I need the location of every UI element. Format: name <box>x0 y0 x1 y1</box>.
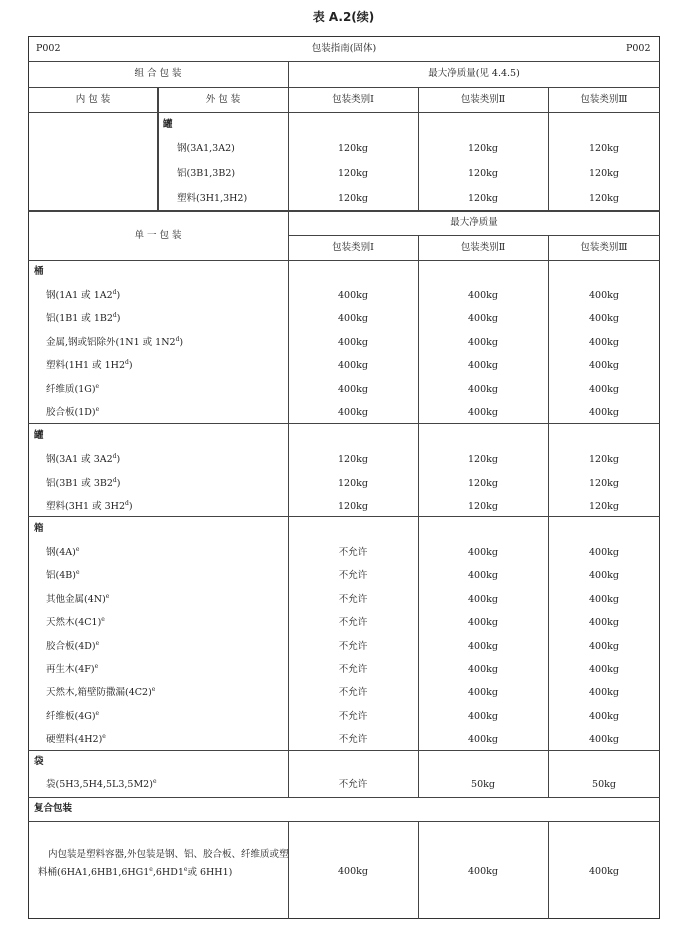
rule <box>28 516 660 517</box>
boxes-cell: 400kg <box>468 734 498 745</box>
drums-row-label <box>46 313 120 325</box>
boxes-cell: 400kg <box>468 687 498 698</box>
combo-cell: 120kg <box>338 168 368 179</box>
row-label-tail: ) <box>179 337 184 348</box>
composite-desc-text: 或 6HH1) <box>187 867 233 878</box>
row-label-text: 铝(1B1 或 1B2 <box>46 313 113 324</box>
jerricans-cell: 120kg <box>589 501 619 512</box>
jerricans-cell: 120kg <box>589 454 619 465</box>
boxes-row-label <box>46 687 155 699</box>
drums-cell: 400kg <box>589 290 619 301</box>
rule <box>288 235 660 236</box>
combo-row-label: 塑料(3H1,3H2) <box>177 193 248 204</box>
jerricans-cell: 120kg <box>338 454 368 465</box>
combo-row-label: 钢(3A1,3A2) <box>177 143 235 154</box>
footnote-mark: d <box>112 452 117 460</box>
row-label-text: 金属,钢或铝除外(1N1 或 1N2 <box>46 337 176 348</box>
pg2-header: 包装类别Ⅱ <box>460 94 506 105</box>
boxes-cell: 400kg <box>468 664 498 675</box>
row-label-text: 硬塑料(4H2) <box>46 734 103 745</box>
footnote-mark: d <box>175 335 180 343</box>
boxes-row-label <box>46 617 105 629</box>
row-label-text: 天然木(4C1) <box>46 617 102 628</box>
code-right: P002 <box>626 43 651 54</box>
jerricans-row-label <box>46 454 120 466</box>
footnote-mark: e <box>75 545 80 553</box>
rule <box>28 87 660 88</box>
footnote-mark: e <box>75 568 80 576</box>
drums-cell: 400kg <box>589 360 619 371</box>
footnote-mark: d <box>112 311 117 319</box>
outer-header: 外 包 装 <box>205 94 241 105</box>
rule <box>28 210 660 212</box>
composite-description <box>38 846 290 882</box>
drums-cell: 400kg <box>468 290 498 301</box>
boxes-cell: 400kg <box>468 594 498 605</box>
footnote-mark: e <box>102 732 106 740</box>
footnote-mark: d <box>112 288 117 296</box>
boxes-cell: 400kg <box>589 687 619 698</box>
rule <box>28 61 660 62</box>
rule <box>28 750 660 751</box>
boxes-row-label <box>46 664 98 676</box>
row-label-tail: ) <box>128 360 133 371</box>
drums-cell: 400kg <box>338 337 368 348</box>
drums-row-label <box>46 360 133 372</box>
composite-cell: 400kg <box>338 866 368 877</box>
boxes-cell: 不允许 <box>338 594 368 605</box>
max-net-header: 最大净质量(见 4.4.5) <box>428 68 520 79</box>
combo-cell: 120kg <box>338 193 368 204</box>
combo-cell: 120kg <box>338 143 368 154</box>
boxes-cell: 400kg <box>589 570 619 581</box>
boxes-cell: 400kg <box>468 570 498 581</box>
composite-desc-text: 内包装是塑料容器,外包装是钢、铝、胶合板、纤维质或塑料桶(6HA1,6HB1,6HG1 <box>38 849 289 878</box>
drums-cell: 400kg <box>589 384 619 395</box>
rule <box>28 260 660 261</box>
footnote-mark: e <box>95 405 100 413</box>
footnote-mark: e <box>95 382 100 390</box>
combo-cell: 120kg <box>589 193 619 204</box>
boxes-cell: 不允许 <box>338 617 368 628</box>
row-label-text: 纤维质(1G) <box>46 384 96 395</box>
boxes-cell: 不允许 <box>338 687 368 698</box>
boxes-row-label <box>46 594 109 606</box>
rule <box>28 821 660 822</box>
jerricans-cell: 120kg <box>468 478 498 489</box>
boxes-cell: 400kg <box>589 547 619 558</box>
drums-cell: 400kg <box>589 407 619 418</box>
drums-cell: 400kg <box>468 337 498 348</box>
composite-cell: 400kg <box>589 866 619 877</box>
row-label-text: 天然木,箱壁防撒漏(4C2) <box>46 687 152 698</box>
composite-group-label: 复合包装 <box>34 803 73 814</box>
drums-cell: 400kg <box>468 407 498 418</box>
drums-cell: 400kg <box>468 360 498 371</box>
bags-cell: 50kg <box>471 779 495 790</box>
jerricans-cell: 120kg <box>338 501 368 512</box>
jerricans-cell: 120kg <box>468 454 498 465</box>
inner-header: 内 包 装 <box>75 94 111 105</box>
boxes-row-label <box>46 570 80 582</box>
footnote-mark: e <box>95 639 100 647</box>
bags-cell: 50kg <box>592 779 616 790</box>
composite-desc-text: ,6HD1 <box>152 867 184 878</box>
row-label-text: 袋(5H3,5H4,5L3,5M2) <box>46 779 153 790</box>
row-label-text: 钢(4A) <box>46 547 76 558</box>
boxes-cell: 不允许 <box>338 570 368 581</box>
single-pg1-header: 包装类别Ⅰ <box>332 242 374 253</box>
boxes-cell: 400kg <box>468 547 498 558</box>
combo-cell: 120kg <box>468 168 498 179</box>
boxes-cell: 不允许 <box>338 734 368 745</box>
combination-header: 组 合 包 装 <box>134 68 182 79</box>
boxes-group-label: 箱 <box>34 523 44 534</box>
drums-cell: 400kg <box>338 290 368 301</box>
row-label-tail: ) <box>116 290 121 301</box>
boxes-row-label <box>46 711 99 723</box>
footnote-mark: e <box>183 865 188 873</box>
boxes-row-label <box>46 547 79 559</box>
drums-row-label <box>46 384 99 396</box>
row-label-text: 铝(3B1 或 3B2 <box>46 478 113 489</box>
drums-group-label: 桶 <box>34 266 44 277</box>
boxes-cell: 400kg <box>468 641 498 652</box>
code-left: P002 <box>36 43 61 54</box>
row-label-text: 胶合板(4D) <box>46 641 96 652</box>
drums-cell: 400kg <box>468 384 498 395</box>
boxes-cell: 400kg <box>589 594 619 605</box>
composite-cell: 400kg <box>468 866 498 877</box>
boxes-cell: 400kg <box>468 617 498 628</box>
single-pg2-header: 包装类别Ⅱ <box>460 242 506 253</box>
footnote-mark: e <box>105 592 110 600</box>
drums-cell: 400kg <box>589 337 619 348</box>
combo-cell: 120kg <box>468 193 498 204</box>
footnote-mark: e <box>152 777 157 785</box>
row-label-text: 纤维板(4G) <box>46 711 96 722</box>
boxes-cell: 400kg <box>589 734 619 745</box>
row-label-text: 钢(3A1 或 3A2 <box>46 454 113 465</box>
combo-cell: 120kg <box>589 143 619 154</box>
drums-cell: 400kg <box>338 313 368 324</box>
row-label-tail: ) <box>116 478 121 489</box>
jerricans-row-label <box>46 478 120 490</box>
boxes-cell: 不允许 <box>338 711 368 722</box>
row-label-text: 再生木(4F) <box>46 664 95 675</box>
pg3-header: 包装类别Ⅲ <box>580 94 628 105</box>
boxes-row-label <box>46 734 106 746</box>
row-label-tail: ) <box>116 313 121 324</box>
drums-cell: 400kg <box>338 360 368 371</box>
boxes-cell: 不允许 <box>338 641 368 652</box>
row-label-text: 胶合板(1D) <box>46 407 96 418</box>
footnote-mark: e <box>101 615 105 623</box>
boxes-row-label <box>46 641 99 653</box>
jerricans-row-label <box>46 501 133 513</box>
combo-cell: 120kg <box>468 143 498 154</box>
boxes-cell: 不允许 <box>338 664 368 675</box>
drums-cell: 400kg <box>468 313 498 324</box>
boxes-cell: 400kg <box>589 664 619 675</box>
jerricans-group-label: 罐 <box>34 430 44 441</box>
boxes-cell: 400kg <box>589 641 619 652</box>
boxes-cell: 400kg <box>589 711 619 722</box>
table-title: 包装指南(固体) <box>311 43 377 54</box>
drums-row-label <box>46 337 183 349</box>
jerricans-cell: 120kg <box>589 478 619 489</box>
row-label-text: 塑料(3H1 或 3H2 <box>46 501 125 512</box>
footnote-mark: d <box>112 476 117 484</box>
row-label-tail: ) <box>128 501 133 512</box>
rule <box>28 112 660 113</box>
single-max-net-header: 最大净质量 <box>450 217 498 228</box>
footnote-mark: e <box>149 865 153 873</box>
drums-row-label <box>46 290 120 302</box>
combo-row-label: 铝(3B1,3B2) <box>177 168 236 179</box>
rule <box>28 423 660 424</box>
drums-row-label <box>46 407 99 419</box>
footnote-mark: e <box>151 685 156 693</box>
row-label-text: 钢(1A1 或 1A2 <box>46 290 113 301</box>
row-label-text: 塑料(1H1 或 1H2 <box>46 360 125 371</box>
single-header: 单 一 包 装 <box>134 230 182 241</box>
bags-group-label: 袋 <box>34 756 44 767</box>
row-label-text: 铝(4B) <box>46 570 76 581</box>
combo-cell: 120kg <box>589 168 619 179</box>
boxes-cell: 400kg <box>589 617 619 628</box>
table-caption: 表 A.2(续) <box>312 10 375 24</box>
single-pg3-header: 包装类别Ⅲ <box>580 242 628 253</box>
footnote-mark: e <box>94 662 99 670</box>
row-label-tail: ) <box>116 454 121 465</box>
boxes-cell: 不允许 <box>338 547 368 558</box>
drums-cell: 400kg <box>338 384 368 395</box>
jerricans-cell: 120kg <box>468 501 498 512</box>
rule <box>28 797 660 798</box>
boxes-cell: 400kg <box>468 711 498 722</box>
footnote-mark: d <box>125 499 129 507</box>
bags-row-label <box>46 779 157 791</box>
pg1-header: 包装类别Ⅰ <box>332 94 374 105</box>
row-label-text: 其他金属(4N) <box>46 594 106 605</box>
footnote-mark: d <box>125 358 129 366</box>
drums-cell: 400kg <box>589 313 619 324</box>
combo-group-label: 罐 <box>163 119 173 130</box>
jerricans-cell: 120kg <box>338 478 368 489</box>
drums-cell: 400kg <box>338 407 368 418</box>
footnote-mark: e <box>95 709 100 717</box>
bags-cell: 不允许 <box>338 779 368 790</box>
